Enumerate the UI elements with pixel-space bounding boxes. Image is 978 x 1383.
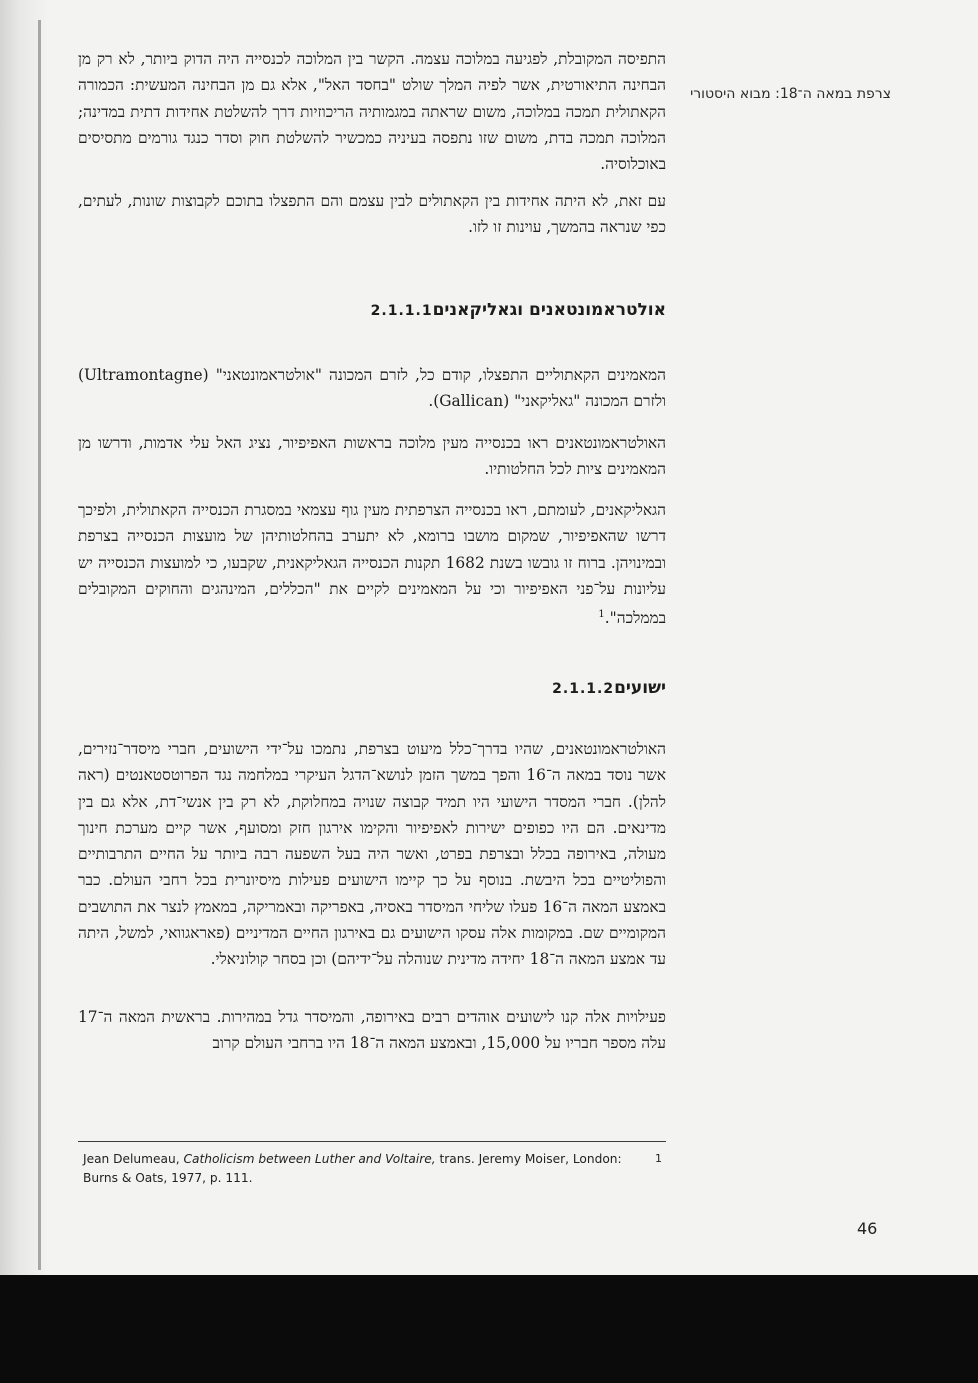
section-heading-2-1-1-2 bbox=[526, 678, 666, 698]
paragraph-5-text: הגאליקאנים, לעומתם, ראו בכנסייה הצרפתית מעין גוף עצמאי במסגרת הכנסייה הקאתולית, ולפיכך דרשו שהאפיפיור, שמקום מושבו ברומא, לא יתערב בהחלטותיהן של מועצות הכנסייה בצרפת ובמינויהן. ברוח זו גובשו בשנת 1682 תקנות הכנסייה הגאליקאנית, שקבעו, כי למועצות הכנסייה יש עליונות על־פני האפיפיור וכי על המאמינים לקיים את "הכללים, המינהגים והחוקים המקובלים בממלכה". bbox=[78, 501, 666, 628]
heading-number: 2.1.1.2 bbox=[552, 681, 615, 697]
scanner-background bbox=[0, 1275, 978, 1383]
heading-title: אולטראמונטאנים וגאליקאנים bbox=[432, 300, 666, 320]
footnote-rule bbox=[78, 1141, 666, 1142]
running-head: צרפת במאה ה־18: מבוא היסטורי bbox=[690, 86, 891, 102]
paragraph-3: המאמינים הקאתוליים התפצלו, קודם כל, לזרם המכונה "אולטראמונטאני" (Ultramontagne) ולזרם המכונה "גאליקאני" (Gallican). bbox=[78, 366, 666, 411]
footnote-number: 1 bbox=[655, 1152, 662, 1165]
footnote-reference: 1 bbox=[598, 609, 605, 621]
heading-number: 2.1.1.1 bbox=[370, 303, 433, 319]
page-number: 46 bbox=[857, 1219, 878, 1238]
footnote-book-title: Catholicism between Luther and Voltaire, bbox=[183, 1152, 436, 1166]
footnote bbox=[83, 1150, 643, 1188]
footnote-author: Jean Delumeau, bbox=[83, 1152, 180, 1166]
section-heading-2-1-1-1 bbox=[345, 300, 666, 320]
paragraph-1: התפיסה המקובלת, לפגיעה במלוכה עצמה. הקשר בין המלוכה לכנסייה היה הדוק ביותר, לא רק מן הבחינה התיאורטית, אשר לפיה המלך שולט "בחסד האל", אלא גם מן הבחינה המעשית: הכמורה הקאתולית תמכה במלוכה, משום שראתה במגמותיה הריכוזיות דרך להשלטת אחידות דתית במדינה; המלוכה תמכה בדת, משום שזו נתפסה בעיניה כמכשיר להשלטת חוק וסדר כנגד גורמים מתסיסים באוכלוסיה. bbox=[78, 50, 666, 174]
paragraph-4: האולטראמונטאנים ראו בכנסייה מעין מלוכה בראשות האפיפיור, נציג האל עלי אדמות, ודרשו מן המאמינים ציות לכל החלטותיו. bbox=[78, 434, 666, 479]
paragraph-5 bbox=[78, 497, 666, 632]
paragraph-6: האולטראמונטאנים, שהיו בדרך־כלל מיעוט בצרפת, נתמכו על־ידי הישועים, חברי מיסדר־נזירים, אשר נוסד במאה ה־16 והפך במשך הזמן לנושא־הדגל העיקרי במלחמה נגד הפרוטסטאנטים (ראה להלן). חברי המסדר הישועי היו תמיד קבוצה שנויה במחלוקת, לא רק בין אנשי־דת, אלא גם בין מדינאים. הם היו כפופים ישירות לאפיפיור והקימו אירגון חזק ומסועף, אשר קיים מערכת חינוך מעולה, באירופה בכלל ובצרפת בפרט, ואשר היה בעל השפעה רבה ביותר על החיים התרבותיים והפוליטיים בכל היבשת. בנוסף על כך קיימו הישועים פעילות מיסיונרית בכל רחבי העולם. כבר באמצע המאה ה־16 פעלו שליחי המיסדר באסיה, באפריקה ובאמריקה, במאמץ לנצר את התושבים המקומיים שם. במקומות אלה עסקו הישועים גם באירגון החיים המדיניים (פאראגוואי, למשל, היתה עד אמצע המאה ה־18 יחידה מדינית שנוהלה על־ידיהם) וכן בסחר קולוניאלי. bbox=[78, 740, 667, 969]
paragraph-7: פעילויות אלה קנו לישועים אוהדים רבים באירופה, והמיסדר גדל במהירות. בראשית המאה ה־17 עלה מספר חבריו על 15,000, ובאמצע המאה ה־18 היו ברחבי העולם קרוב bbox=[78, 1008, 666, 1053]
footnote-details: trans. Jeremy Moiser, London: Burns & Oats, 1977, p. 111. bbox=[83, 1152, 622, 1185]
paragraph-2: עם זאת, לא היתה אחידות בין הקאתולים לבין עצמם והם התפצלו בתוכם לקבוצות שונות, לעתים, כפי שנראה בהמשך, עוינות זו לזו. bbox=[78, 192, 666, 237]
binding-edge bbox=[38, 20, 41, 1270]
heading-title: ישועים bbox=[614, 678, 666, 698]
